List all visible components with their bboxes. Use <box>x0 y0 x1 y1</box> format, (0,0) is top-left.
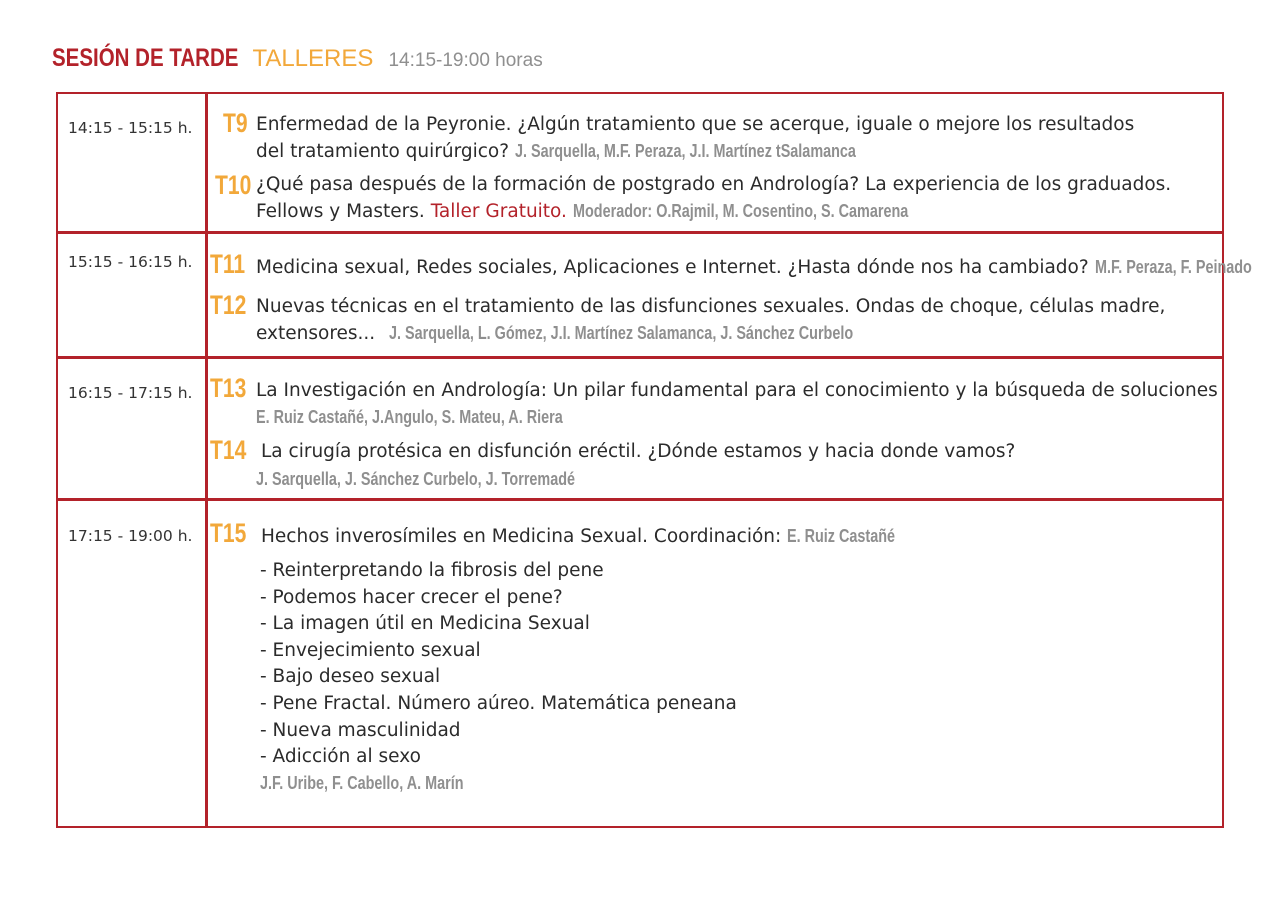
talk-code: T14 <box>210 435 247 465</box>
talk-title-cont <box>256 323 969 344</box>
schedule-table <box>56 92 1252 828</box>
talk-authors-line <box>260 773 514 794</box>
talk-authors: J. Sarquella, M.F. Peraza, J.I. Martínez tSalamanca <box>514 141 856 161</box>
free-workshop-tag: Taller Gratuito. <box>430 201 567 222</box>
talk-title: La cirugía protésica en disfunción eréctil. ¿Dónde estamos y hacia donde vamos? <box>261 441 1016 462</box>
list-item: - La imagen útil en Medicina Sexual <box>260 613 590 634</box>
talk-code: T13 <box>210 373 247 403</box>
column-divider <box>205 94 208 826</box>
session-time: 14:15-19:00 horas <box>388 50 543 71</box>
row-time: 14:15 - 15:15 h. <box>68 119 193 137</box>
list-item: - Bajo deseo sexual <box>260 666 441 687</box>
talk-title: Enfermedad de la Peyronie. ¿Algún tratamiento que se acerque, iguale o mejore los resultados <box>256 114 1135 135</box>
talk-title-line2: extensores... <box>256 323 376 344</box>
talk-authors-line <box>256 469 655 490</box>
row-divider <box>58 498 1222 501</box>
row-time: 16:15 - 17:15 h. <box>68 384 193 402</box>
list-item: - Nueva masculinidad <box>260 720 461 741</box>
talk-title-cont <box>261 526 922 547</box>
row-time: 17:15 - 19:00 h. <box>68 527 193 545</box>
page-header <box>52 44 543 73</box>
talk-authors: M.F. Peraza, F. Peinado <box>1094 257 1252 277</box>
session-title: SESIÓN DE TARDE <box>52 44 239 72</box>
talk-authors: J.F. Uribe, F. Cabello, A. Marín <box>260 773 464 793</box>
talk-authors: J. Sarquella, L. Gómez, J.I. Martínez Salamanca, J. Sánchez Curbelo <box>389 323 854 343</box>
list-item: - Adicción al sexo <box>260 746 421 767</box>
talk-code: T9 <box>223 108 248 138</box>
talk-title-cont <box>256 257 1288 278</box>
talk-title: Medicina sexual, Redes sociales, Aplicaciones e Internet. ¿Hasta dónde nos ha cambiado? <box>256 257 1089 278</box>
list-item: - Podemos hacer crecer el pene? <box>260 587 563 608</box>
talk-code: T11 <box>210 249 246 279</box>
talk-title-cont <box>256 201 992 222</box>
list-item: - Reinterpretando la fibrosis del pene <box>260 560 604 581</box>
list-item: - Pene Fractal. Número aúreo. Matemática peneana <box>260 693 737 714</box>
list-item: - Envejecimiento sexual <box>260 640 481 661</box>
talk-title: Nuevas técnicas en el tratamiento de las disfunciones sexuales. Ondas de choque, células madre, <box>256 296 1166 317</box>
talk-authors: J. Sarquella, J. Sánchez Curbelo, J. Torremadé <box>256 469 576 489</box>
row-divider <box>58 356 1222 359</box>
talk-title-line2: Fellows y Masters. <box>256 201 425 222</box>
talk-coordinator: E. Ruiz Castañé <box>787 526 896 546</box>
talk-title: Hechos inverosímiles en Medicina Sexual. Coordinación: <box>261 526 782 547</box>
talk-title-line2: del tratamiento quirúrgico? <box>256 141 510 162</box>
talk-title-cont <box>256 141 941 162</box>
talk-code: T12 <box>210 290 247 320</box>
talk-code: T10 <box>215 170 252 200</box>
talk-authors: E. Ruiz Castañé, J.Angulo, S. Mateu, A. Riera <box>256 407 563 427</box>
talk-authors: Moderador: O.Rajmil, M. Cosentino, S. Camarena <box>572 201 909 221</box>
talk-title: La Investigación en Andrología: Un pilar fundamental para el conocimiento y la búsqueda de soluciones <box>256 380 1218 401</box>
talk-code: T15 <box>210 518 247 548</box>
row-divider <box>58 231 1222 234</box>
row-time: 15:15 - 16:15 h. <box>68 253 193 271</box>
talk-authors-line <box>256 407 639 428</box>
talk-title: ¿Qué pasa después de la formación de postgrado en Andrología? La experiencia de los graduados. <box>256 174 1172 195</box>
session-subtitle: TALLERES <box>252 45 374 72</box>
